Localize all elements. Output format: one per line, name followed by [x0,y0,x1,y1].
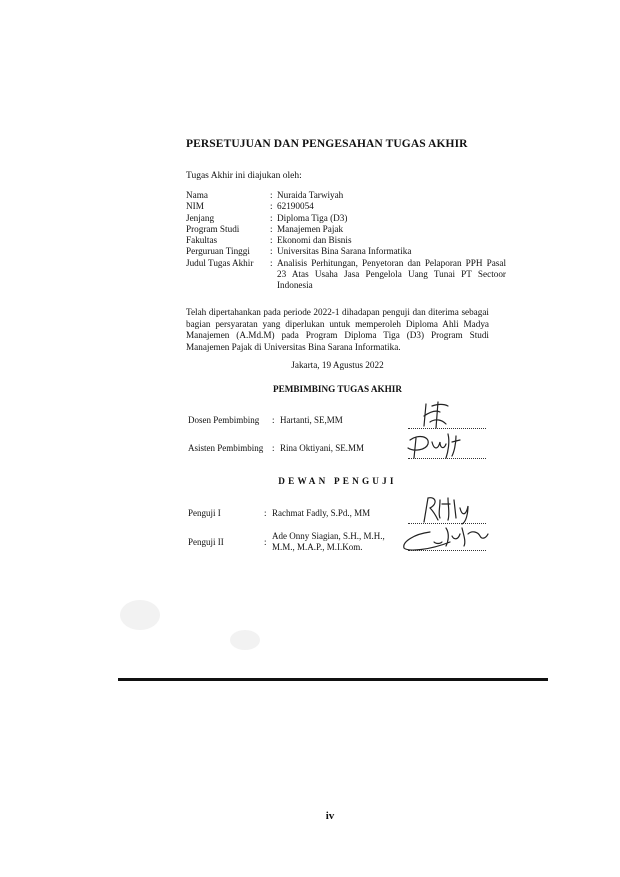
info-value: Universitas Bina Sarana Informatika [277,246,412,257]
signature-penguji-2 [400,522,492,554]
penguji-1-label: Penguji I [188,508,221,518]
penguji-2-label: Penguji II [188,537,224,547]
info-row-perguruan-tinggi [186,246,506,257]
signature-dosen-pembimbing [418,400,458,432]
sig-colon: : [272,443,275,453]
info-value: Nuraida Tarwiyah [277,190,344,200]
asisten-pembimbing-row [188,443,364,453]
penguji-2-name [272,531,385,553]
sig-colon: : [272,415,275,425]
penguji-2-row [188,531,385,553]
info-label: Jenjang [186,212,215,223]
info-row-judul [186,258,506,292]
penguji-2-name-line2: M.M., M.A.P., M.I.Kom. [272,542,363,552]
info-value: Analisis Perhitungan, Penyetoran dan Pelaporan PPH Pasal 23 Atas Usaha Jasa Pengelola Uang Tunai PT Sectoor Indonesia [277,257,506,291]
scan-smudge [230,630,260,650]
info-value: 62190054 [277,201,314,212]
penguji-heading: DEWAN PENGUJI [278,476,397,486]
sig-colon: : [264,508,267,518]
sig-colon: : [264,537,267,547]
penguji-2-name-line1: Ade Onny Siagian, S.H., M.H., [272,531,385,541]
info-value: Manajemen Pajak [277,223,344,234]
info-label: Program Studi [186,223,240,234]
intro-text: Tugas Akhir ini diajukan oleh: [186,171,302,181]
page-number: iv [325,810,335,822]
info-value: Ekonomi dan Bisnis [277,235,352,246]
penguji-1-row [188,508,370,518]
dosen-pembimbing-name: Hartanti, SE,MM [280,415,343,425]
info-value: Diploma Tiga (D3) [277,212,348,223]
pembimbing-heading: PEMBIMBING TUGAS AKHIR [273,384,402,394]
info-row-program-studi [186,224,506,235]
info-colon: : [270,212,273,223]
footer-rule [118,678,548,681]
info-label: Perguruan Tinggi [186,246,250,257]
info-colon: : [270,235,273,246]
info-label: Nama [186,190,208,200]
info-colon: : [270,190,273,200]
approval-paragraph: Telah dipertahankan pada periode 2022-1 dihadapan penguji dan diterima sebagai bagian persyaratan yang diperlukan untuk memperoleh Diploma Ahli Madya Manajemen (A.Md.M) pada Program Diploma Tiga (D3) Program Studi Manajemen Pajak di Universitas Bina Sarana Informatika. [186,307,489,352]
student-info [186,190,506,292]
dosen-pembimbing-label: Dosen Pembimbing [188,415,260,425]
scan-smudge [120,600,160,630]
approval-date: Jakarta, 19 Agustus 2022 [291,360,384,370]
info-colon: : [270,223,273,234]
page-title: PERSETUJUAN DAN PENGESAHAN TUGAS AKHIR [186,138,468,150]
info-colon: : [270,246,273,257]
asisten-pembimbing-name: Rina Oktiyani, SE.MM [280,443,365,453]
asisten-pembimbing-label: Asisten Pembimbing [188,443,264,453]
info-label: NIM [186,201,204,212]
penguji-1-name: Rachmat Fadly, S.Pd., MM [272,508,371,518]
info-row-fakultas [186,235,506,246]
info-colon: : [270,257,273,268]
info-colon: : [270,201,273,212]
info-row-nim [186,201,506,212]
info-row-jenjang [186,213,506,224]
info-label: Fakultas [186,235,218,246]
info-row-nama [186,190,506,201]
info-label: Judul Tugas Akhir [186,257,254,268]
signature-asisten-pembimbing [404,430,474,462]
dosen-pembimbing-row [188,415,343,425]
